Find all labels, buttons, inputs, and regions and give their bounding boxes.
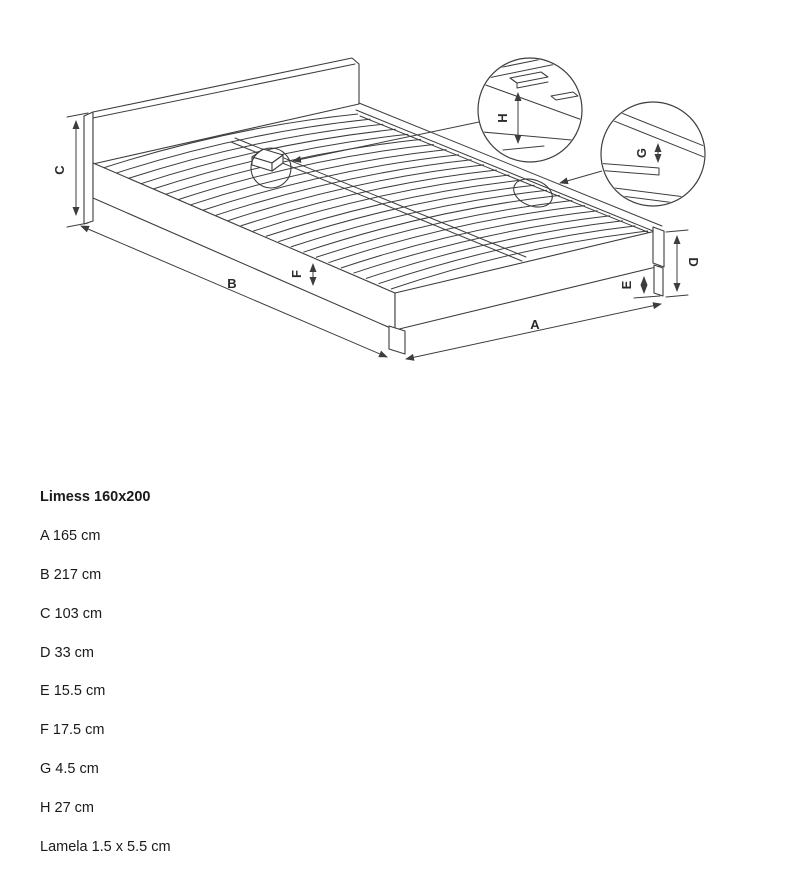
near-leg [389,326,405,354]
spec-item-d-text: D 33 cm [40,644,94,661]
dimension-label-B: B [227,276,237,291]
spec-item-g-text: G 4.5 cm [40,760,99,777]
leader-to-rail-detail [560,171,602,183]
spec-item-h-text: H 27 cm [40,799,94,816]
spec-item-a-text: A 165 cm [40,528,101,545]
spec-item-g [40,750,171,789]
dimension-label-G: G [634,147,649,159]
spec-title-row [40,478,171,517]
spec-item-b-text: B 217 cm [40,566,102,583]
spec-item-e-text: E 15.5 cm [40,683,106,700]
spec-title: Limess 160x200 [40,489,151,506]
spec-item-f-text: F 17.5 cm [40,722,105,739]
slat [191,150,447,205]
detail-circle-H [471,55,585,162]
spec-item-c [40,594,171,633]
spec-item-a [40,517,171,556]
dimension-label-F: F [289,270,304,278]
spec-item-lamela [40,827,171,866]
dimension-label-E: E [619,280,634,290]
spec-item-b [40,556,171,595]
spec-item-f [40,711,171,750]
foot-rail [395,230,660,330]
detail-circle-G [595,102,714,206]
far-corner-post [653,227,664,267]
dimension-label-H: H [495,113,510,123]
spec-item-c-text: C 103 cm [40,605,103,622]
dimension-label-A: A [530,317,540,332]
slat [166,139,421,194]
dimension-label-C: C [52,165,67,175]
spec-item-e [40,672,171,711]
spec-item-h [40,788,171,827]
spec-item-lamela-text: Lamela 1.5 x 5.5 cm [40,838,171,855]
dimension-label-D: D [686,257,701,267]
spec-list [40,478,171,866]
spec-item-d [40,633,171,672]
slat [178,145,434,200]
far-leg [654,265,663,296]
